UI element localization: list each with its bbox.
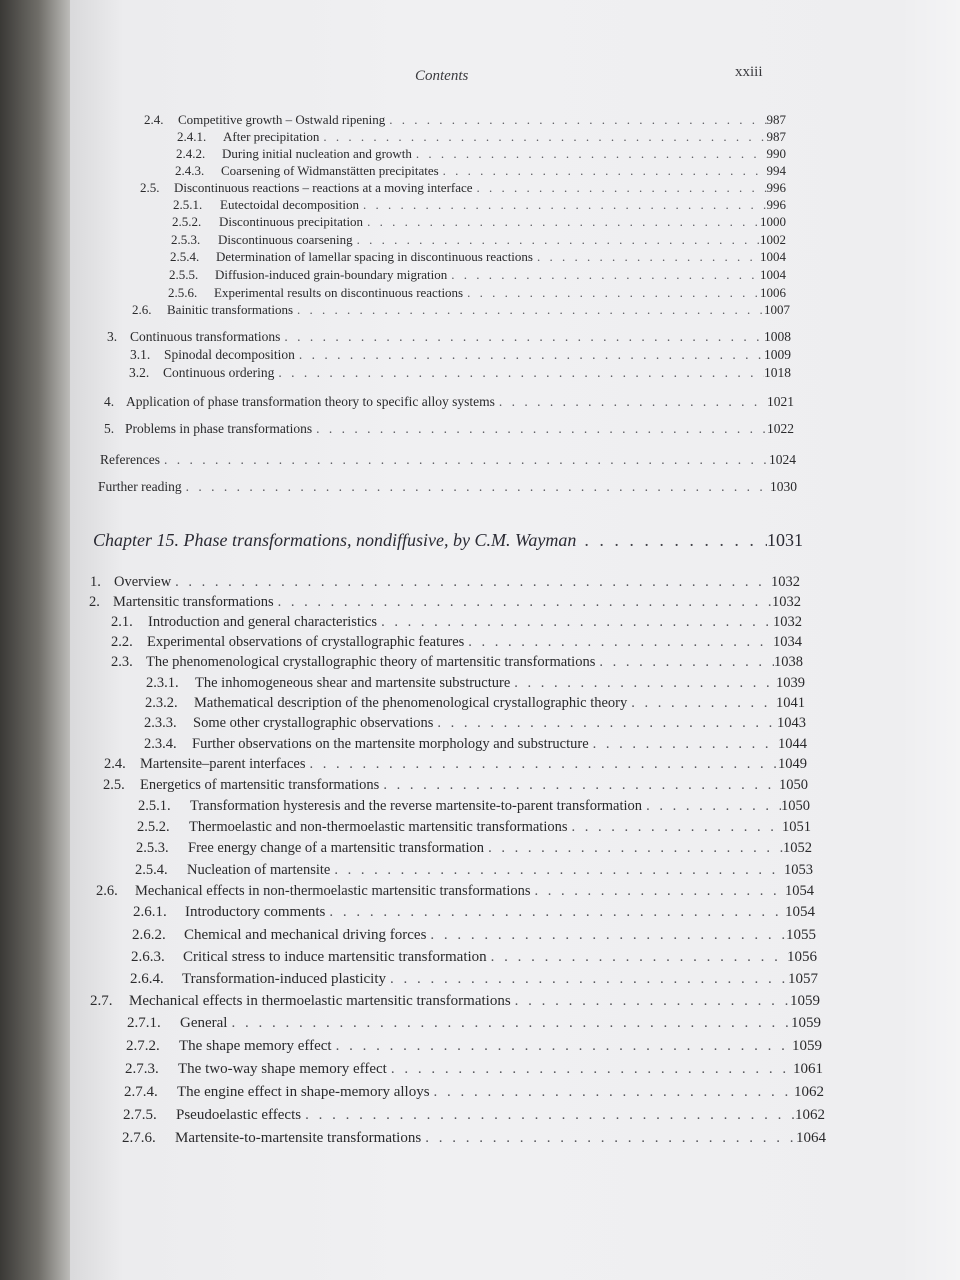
page-number: 990: [766, 146, 786, 161]
section-title: The two-way shape memory effect: [178, 1061, 387, 1077]
leader-dots: [278, 365, 764, 381]
toc-entry: [144, 736, 807, 753]
toc-entry: [111, 634, 802, 651]
section-title: Continuous transformations: [130, 329, 281, 344]
toc-entry: [135, 862, 813, 879]
leader-dots: [599, 654, 774, 671]
section-title: Martensitic transformations: [113, 594, 274, 610]
leader-dots: [514, 675, 776, 692]
table-of-contents: [70, 0, 960, 1280]
section-title: Pseudoelastic effects: [176, 1107, 302, 1123]
page-number: 1059: [790, 993, 820, 1009]
page-number: 996: [766, 197, 786, 212]
leader-dots: [305, 1107, 795, 1124]
page-number: 1062: [794, 1084, 824, 1100]
page-number: 1002: [760, 232, 786, 247]
leader-dots: [367, 214, 760, 230]
section-title: Competitive growth – Ostwald ripening: [178, 112, 386, 127]
section-title: Critical stress to induce martensitic transformation: [183, 949, 487, 965]
page-number: 1008: [764, 329, 791, 344]
leader-dots: [278, 594, 772, 611]
toc-entry: [104, 421, 794, 437]
toc-entry: [140, 180, 786, 196]
toc-entry: [90, 574, 800, 591]
leader-dots: [336, 1038, 792, 1055]
toc-entry: [89, 594, 801, 611]
toc-entry: [146, 675, 805, 692]
section-number: 2.5.: [140, 180, 160, 195]
page-number: 1018: [764, 365, 791, 380]
toc-entry: [90, 993, 820, 1010]
leader-dots: [430, 927, 786, 944]
section-number: 3.1.: [130, 347, 151, 362]
section-title: Mechanical effects in thermoelastic martensitic transformations: [129, 993, 511, 1009]
section-title: Some other crystallographic observations: [193, 715, 434, 731]
running-header-page-number: xxiii: [735, 64, 763, 80]
section-title: After precipitation: [223, 129, 320, 144]
section-title: Overview: [114, 574, 172, 590]
leader-dots: [477, 180, 767, 196]
section-number: 2.5.: [103, 777, 125, 793]
section-title: Application of phase transformation theory to specific alloy systems: [126, 394, 495, 409]
leader-dots: [323, 129, 766, 145]
section-number: 2.7.5.: [123, 1107, 157, 1123]
section-title: Martensite–parent interfaces: [140, 756, 306, 772]
section-title: Further reading: [98, 479, 182, 494]
section-number: 2.5.1.: [138, 798, 171, 814]
leader-dots: [175, 574, 771, 591]
page-number: 1032: [773, 614, 802, 630]
leader-dots: [383, 777, 779, 794]
section-title: Discontinuous precipitation: [219, 214, 364, 229]
section-number: 2.6.: [132, 302, 152, 317]
leader-dots: [631, 695, 776, 712]
page-number: 1050: [779, 777, 808, 793]
section-number: 2.5.5.: [169, 267, 199, 282]
section-number: 2.: [89, 594, 100, 610]
section-number: 2.4.: [144, 112, 164, 127]
toc-entry: [173, 197, 786, 213]
toc-entry: [104, 756, 807, 773]
leader-dots: [309, 756, 778, 773]
section-number: 2.7.6.: [122, 1130, 156, 1146]
section-title: During initial nucleation and growth: [222, 146, 412, 161]
section-number: 2.3.3.: [144, 715, 177, 731]
section-number: 2.3.4.: [144, 736, 177, 752]
toc-entry: [111, 614, 802, 631]
section-number: 2.5.2.: [172, 214, 202, 229]
toc-entry: [145, 695, 805, 712]
section-title: Experimental results on discontinuous reactions: [214, 285, 464, 300]
leader-dots: [535, 883, 785, 900]
page-number: 1044: [778, 736, 807, 752]
section-number: 2.4.3.: [175, 163, 205, 178]
toc-entry: [132, 927, 816, 944]
toc-entry: [123, 1107, 825, 1124]
section-title: References: [100, 452, 160, 467]
section-title: Determination of lamellar spacing in discontinuous reactions: [216, 249, 533, 264]
leader-dots: [425, 1130, 796, 1147]
page-number: 1034: [773, 634, 802, 650]
page-number: 1021: [767, 394, 794, 409]
section-number: 2.3.2.: [145, 695, 178, 711]
toc-entry: [100, 452, 796, 468]
toc-entry: [98, 479, 797, 495]
section-number: 2.5.1.: [173, 197, 203, 212]
section-title: The engine effect in shape-memory alloys: [177, 1084, 430, 1100]
page-number: 1004: [760, 267, 786, 282]
leader-dots: [584, 530, 767, 551]
section-title: Continuous ordering: [163, 365, 275, 380]
page-number: 1032: [772, 594, 801, 610]
page-number: 987: [766, 112, 786, 127]
page-number: 1059: [792, 1038, 822, 1054]
book-page: [70, 0, 960, 1280]
page-number: 1006: [760, 285, 786, 300]
section-number: 2.6.4.: [130, 971, 164, 987]
section-title: Bainitic transformations: [167, 302, 294, 317]
page-number: 1000: [760, 214, 786, 229]
toc-entry: [169, 267, 786, 283]
section-number: 2.5.6.: [168, 285, 198, 300]
section-number: 3.2.: [129, 365, 150, 380]
chapter-title: Chapter 15. Phase transformations, nondiffusive, by C.M. Wayman: [93, 530, 577, 550]
page-number: 1053: [784, 862, 813, 878]
section-number: 2.7.2.: [126, 1038, 160, 1054]
page-number: 1041: [776, 695, 805, 711]
toc-entry: [138, 798, 810, 815]
section-title: Martensite-to-martensite transformations: [175, 1130, 422, 1146]
section-number: 2.4.: [104, 756, 126, 772]
section-number: 2.4.2.: [176, 146, 206, 161]
leader-dots: [389, 112, 766, 128]
section-number: 2.3.: [111, 654, 133, 670]
section-number: 2.5.2.: [137, 819, 170, 835]
section-title: Further observations on the martensite morphology and substructure: [192, 736, 589, 752]
section-number: 2.6.1.: [133, 904, 167, 920]
chapter-page-number: 1031: [767, 530, 803, 550]
leader-dots: [434, 1084, 794, 1101]
section-title: General: [180, 1015, 228, 1031]
page-number: 1009: [764, 347, 791, 362]
leader-dots: [363, 197, 767, 213]
toc-entry: [111, 654, 803, 671]
leader-dots: [284, 329, 764, 345]
section-number: 2.6.: [96, 883, 118, 899]
page-number: 1039: [776, 675, 805, 691]
section-number: 2.7.3.: [125, 1061, 159, 1077]
page-number: 1052: [783, 840, 812, 856]
page-number: 1056: [787, 949, 817, 965]
toc-entry: [130, 347, 791, 363]
leader-dots: [537, 249, 760, 265]
section-title: Discontinuous reactions – reactions at a moving interface: [174, 180, 473, 195]
leader-dots: [572, 819, 783, 836]
section-number: 3.: [107, 329, 118, 344]
leader-dots: [357, 232, 760, 248]
running-header-title: Contents: [415, 68, 469, 84]
section-number: 2.5.4.: [170, 249, 200, 264]
page-number: 1055: [786, 927, 816, 943]
section-title: Introductory comments: [185, 904, 326, 920]
leader-dots: [297, 302, 764, 318]
section-title: Energetics of martensitic transformations: [140, 777, 380, 793]
toc-entry: [168, 285, 786, 301]
page-number: 1022: [767, 421, 794, 436]
toc-entry: [127, 1015, 821, 1032]
leader-dots: [316, 421, 767, 437]
section-number: 2.6.3.: [131, 949, 165, 965]
leader-dots: [391, 1061, 793, 1078]
section-title: Free energy change of a martensitic transformation: [188, 840, 485, 856]
section-title: Chemical and mechanical driving forces: [184, 927, 427, 943]
page-number: 1051: [782, 819, 811, 835]
section-title: The phenomenological crystallographic theory of martensitic transformations: [146, 654, 596, 670]
toc-entry: [175, 163, 786, 179]
toc-entry: [122, 1130, 826, 1147]
leader-dots: [186, 479, 770, 495]
toc-entry: [125, 1061, 823, 1078]
toc-entry: [107, 329, 791, 345]
page-number: 1064: [796, 1130, 826, 1146]
section-title: Spinodal decomposition: [164, 347, 295, 362]
toc-entry: [104, 394, 794, 410]
section-title: Eutectoidal decomposition: [220, 197, 359, 212]
leader-dots: [443, 163, 767, 179]
leader-dots: [416, 146, 767, 162]
section-title: Transformation-induced plasticity: [182, 971, 386, 987]
toc-entry: [130, 971, 818, 988]
section-number: 2.7.1.: [127, 1015, 161, 1031]
section-number: 2.2.: [111, 634, 133, 650]
toc-entry: [126, 1038, 822, 1055]
section-number: 5.: [104, 421, 115, 436]
toc-entry: [103, 777, 808, 794]
toc-entry: [172, 214, 786, 230]
section-title: Thermoelastic and non-thermoelastic martensitic transformations: [189, 819, 568, 835]
leader-dots: [491, 949, 787, 966]
section-title: Discontinuous coarsening: [218, 232, 353, 247]
leader-dots: [451, 267, 760, 283]
toc-entry: [96, 883, 814, 900]
toc-entry: [170, 249, 786, 265]
section-number: 1.: [90, 574, 101, 590]
page-number: 996: [766, 180, 786, 195]
toc-entry: [176, 146, 786, 162]
leader-dots: [499, 394, 767, 410]
page-number: 1004: [760, 249, 786, 264]
toc-entry: [177, 129, 786, 145]
section-title: Mathematical description of the phenomenological crystallographic theory: [194, 695, 628, 711]
section-title: Coarsening of Widmanstätten precipitates: [221, 163, 439, 178]
leader-dots: [646, 798, 781, 815]
leader-dots: [381, 614, 773, 631]
section-title: Transformation hysteresis and the reverse martensite-to-parent transformation: [190, 798, 643, 814]
section-number: 2.7.4.: [124, 1084, 158, 1100]
section-number: 2.3.1.: [146, 675, 179, 691]
leader-dots: [299, 347, 764, 363]
toc-entry: [124, 1084, 824, 1101]
section-title: Diffusion-induced grain-boundary migration: [215, 267, 448, 282]
toc-entry: [144, 715, 806, 732]
leader-dots: [329, 904, 785, 921]
page-number: 1038: [774, 654, 803, 670]
leader-dots: [390, 971, 788, 988]
page-number: 987: [766, 129, 786, 144]
leader-dots: [334, 862, 784, 879]
section-title: Nucleation of martensite: [187, 862, 331, 878]
leader-dots: [231, 1015, 791, 1032]
section-title: Mechanical effects in non-thermoelastic martensitic transformations: [135, 883, 531, 899]
section-number: 4.: [104, 394, 115, 409]
leader-dots: [515, 993, 790, 1010]
page-number: 1024: [769, 452, 796, 467]
leader-dots: [593, 736, 778, 753]
page-number: 1032: [771, 574, 800, 590]
toc-entry: [133, 904, 815, 921]
page-number: 1061: [793, 1061, 823, 1077]
section-number: 2.4.1.: [177, 129, 207, 144]
toc-entry: [137, 819, 811, 836]
section-title: Experimental observations of crystallographic features: [147, 634, 465, 650]
page-number: 1043: [777, 715, 806, 731]
page-number: 1059: [791, 1015, 821, 1031]
section-number: 2.5.3.: [136, 840, 169, 856]
page-number: 1054: [785, 904, 815, 920]
toc-entry: [136, 840, 812, 857]
toc-entry: [132, 302, 790, 318]
section-title: Problems in phase transformations: [125, 421, 313, 436]
section-number: 2.6.2.: [132, 927, 166, 943]
section-title: The inhomogeneous shear and martensite substructure: [195, 675, 511, 691]
page-number: 1057: [788, 971, 818, 987]
page-number: 1030: [770, 479, 797, 494]
page-number: 1050: [781, 798, 810, 814]
book-gutter: [0, 0, 70, 1280]
section-number: 2.5.4.: [135, 862, 168, 878]
section-title: Introduction and general characteristics: [148, 614, 378, 630]
page-number: 1049: [778, 756, 807, 772]
section-number: 2.5.3.: [171, 232, 201, 247]
leader-dots: [468, 634, 773, 651]
chapter-heading: [93, 530, 803, 551]
toc-entry: [171, 232, 786, 248]
section-number: 2.7.: [90, 993, 113, 1009]
section-number: 2.1.: [111, 614, 133, 630]
leader-dots: [488, 840, 783, 857]
leader-dots: [164, 452, 769, 468]
page-number: 994: [766, 163, 786, 178]
page-number: 1054: [785, 883, 814, 899]
page-number: 1062: [795, 1107, 825, 1123]
toc-entry: [144, 112, 786, 128]
toc-entry: [131, 949, 817, 966]
toc-entry: [129, 365, 791, 381]
leader-dots: [467, 285, 760, 301]
section-title: The shape memory effect: [179, 1038, 332, 1054]
leader-dots: [437, 715, 777, 732]
page-number: 1007: [764, 302, 790, 317]
